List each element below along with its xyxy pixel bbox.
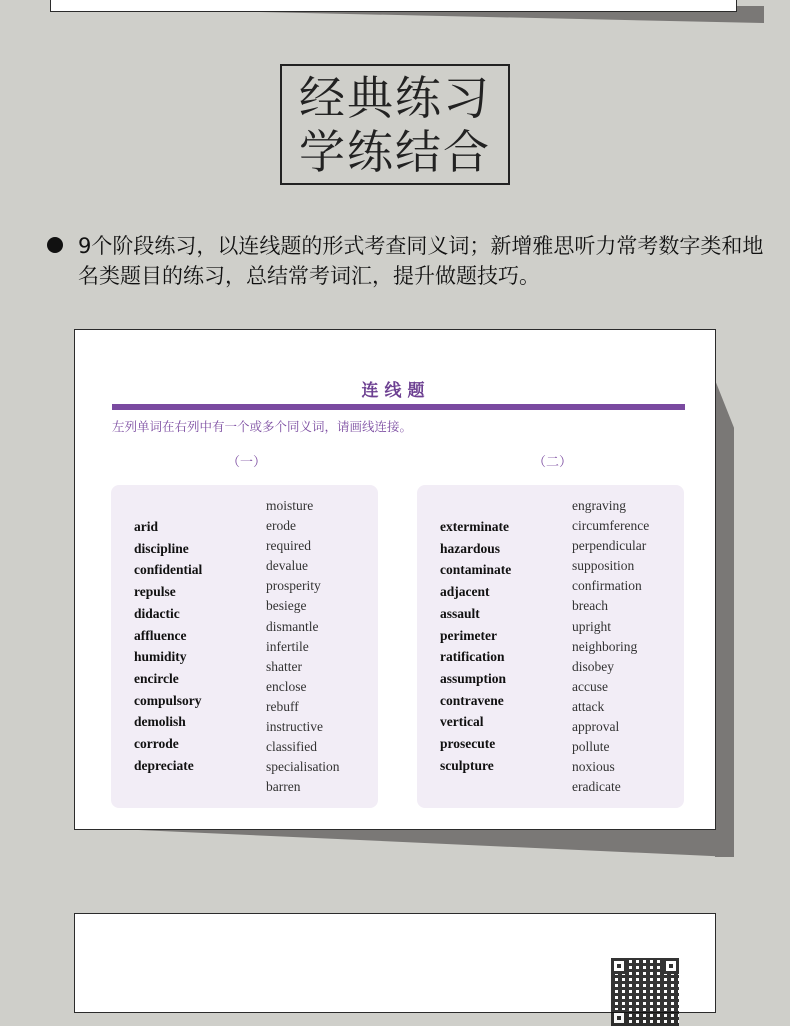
word-item: contaminate [440, 562, 512, 578]
word-item: accuse [572, 678, 608, 694]
right-word-column [266, 496, 339, 797]
word-item: hazardous [440, 540, 501, 556]
qr-finder-icon [611, 1010, 627, 1026]
word-item: depreciate [134, 757, 194, 773]
qr-finder-icon [663, 958, 679, 974]
word-item: vertical [440, 714, 484, 730]
word-item: pollute [572, 739, 610, 755]
word-item: affluence [134, 627, 187, 643]
word-item: didactic [134, 605, 180, 621]
qr-finder-icon [611, 958, 627, 974]
matching-panel-one [111, 485, 378, 808]
word-item: breach [572, 598, 608, 614]
word-item: compulsory [134, 692, 202, 708]
word-item: supposition [572, 558, 635, 574]
word-item: eradicate [572, 779, 621, 795]
word-item: classified [266, 739, 317, 755]
group-label-one: （一） [227, 455, 267, 470]
word-item: assault [440, 605, 480, 621]
word-item: infertile [266, 638, 309, 654]
section-heading-line1: 经典练习 [299, 71, 491, 125]
word-item: contravene [440, 692, 504, 708]
group-label-two: （二） [533, 455, 573, 470]
word-item: encircle [134, 670, 179, 686]
word-item: rebuff [266, 698, 299, 714]
section-heading [280, 64, 510, 185]
word-item: humidity [134, 649, 187, 665]
word-item: ratification [440, 649, 505, 665]
next-sample-card [74, 913, 716, 1013]
word-item: perpendicular [572, 538, 647, 554]
sample-page-card [74, 329, 716, 830]
word-item: approval [572, 719, 620, 735]
word-item: noxious [572, 759, 615, 775]
word-item: circumference [572, 518, 650, 534]
word-item: confirmation [572, 578, 642, 594]
bullet-dot-icon [47, 237, 63, 253]
word-item: neighboring [572, 638, 638, 654]
word-item: specialisation [266, 759, 340, 775]
word-item: repulse [134, 584, 176, 600]
word-item: instructive [266, 719, 323, 735]
word-item: devalue [266, 558, 308, 574]
right-word-column [572, 496, 649, 797]
word-item: engraving [572, 498, 626, 513]
word-item: moisture [266, 498, 314, 513]
word-item: barren [266, 779, 301, 795]
word-item: exterminate [440, 519, 509, 534]
feature-bullet-text: 9个阶段练习，以连线题的形式考查同义词；新增雅思听力常考数字类和地名类题目的练习，总结常考词汇，提升做题技巧。 [78, 234, 764, 288]
word-item: attack [572, 698, 605, 714]
word-item: disobey [572, 658, 614, 674]
word-item: perimeter [440, 627, 497, 643]
word-item: sculpture [440, 757, 494, 773]
qr-code-icon [611, 958, 679, 1026]
word-item: prosecute [440, 736, 496, 752]
exercise-instruction: 左列单词在右列中有一个或多个同义词，请画线连接。 [112, 419, 413, 434]
exercise-title: 连线题 [361, 381, 431, 401]
sample-page-shadow [95, 828, 733, 857]
word-item: required [266, 538, 311, 554]
word-item: assumption [440, 670, 507, 686]
word-item: confidential [134, 562, 203, 578]
left-word-column [440, 516, 511, 776]
word-item: shatter [266, 658, 302, 674]
word-item: arid [134, 519, 159, 534]
left-word-column [134, 516, 202, 776]
word-item: upright [572, 618, 611, 634]
sample-page-side-shadow [715, 380, 734, 857]
word-item: besiege [266, 598, 307, 614]
word-item: enclose [266, 678, 307, 694]
word-item: prosperity [266, 578, 321, 594]
word-item: discipline [134, 540, 189, 556]
word-item: dismantle [266, 618, 319, 634]
word-item: erode [266, 518, 296, 534]
matching-panel-two [417, 485, 684, 808]
word-item: adjacent [440, 584, 490, 600]
top-card [50, 0, 737, 12]
title-divider-bar [112, 404, 685, 410]
word-item: demolish [134, 714, 186, 730]
section-heading-line2: 学练结合 [299, 125, 491, 179]
word-item: corrode [134, 736, 179, 752]
